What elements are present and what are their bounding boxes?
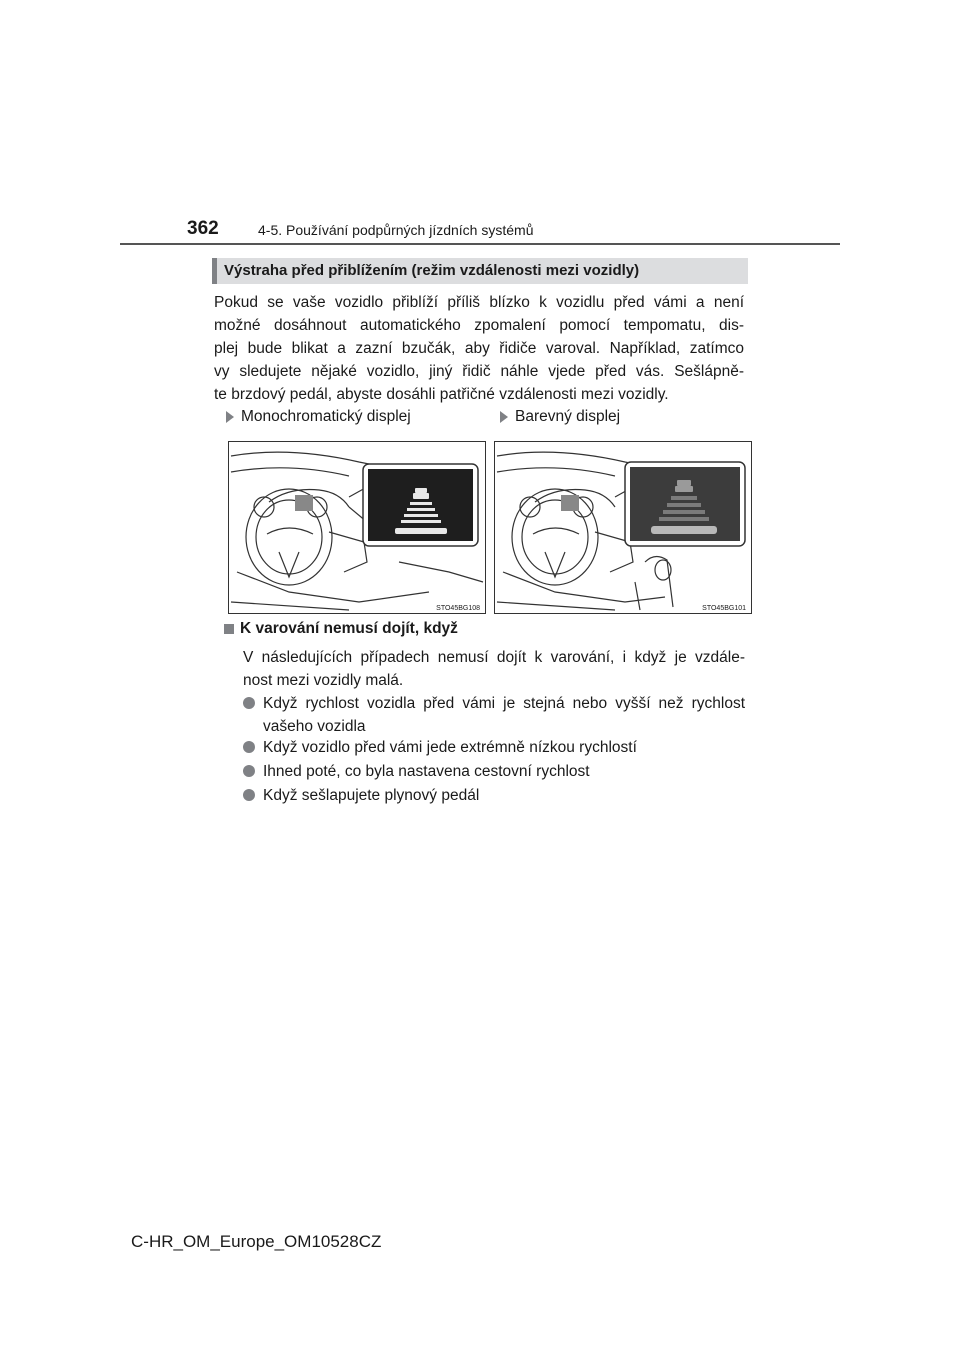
breadcrumb: 4-5. Používání podpůrných jízdních systémů xyxy=(258,222,534,238)
bullet-dot-icon xyxy=(243,789,255,801)
list-item xyxy=(243,736,745,759)
square-bullet-icon xyxy=(224,624,234,634)
figure-label-text: Monochromatický displej xyxy=(241,408,411,425)
dashboard-illustration xyxy=(229,442,485,613)
list-item xyxy=(243,784,745,807)
bullet-dot-icon xyxy=(243,697,255,709)
paragraph-line: te brzdový pedál, abyste dosáhli patřičné vzdálenosti mezi vozidly. xyxy=(214,386,669,403)
list-item xyxy=(243,760,745,783)
triangle-bullet-icon xyxy=(226,411,234,423)
header-divider xyxy=(120,243,840,245)
list-item xyxy=(243,692,745,738)
triangle-bullet-icon xyxy=(500,411,508,423)
paragraph-line: V následujících případech nemusí dojít k varování, i když je vzdále- xyxy=(243,649,745,666)
figure-label-mono xyxy=(226,408,411,426)
bullet-text: Když rychlost vozidla před vámi je stejná nebo vyšší než rychlost xyxy=(263,695,745,712)
figure-color-display xyxy=(494,441,752,614)
paragraph-line: Pokud se vaše vozidlo přiblíží příliš blízko k vozidlu před vámi a není xyxy=(214,294,744,311)
paragraph-line: možné dosáhnout automatického zpomalení pomocí tempomatu, dis- xyxy=(214,317,744,334)
paragraph-line: vy sledujete nějaké vozidlo, jiný řidič náhle vjede před vás. Sešlápně- xyxy=(214,363,744,380)
subsection-heading xyxy=(224,620,458,638)
subsection-heading-text: K varování nemusí dojít, když xyxy=(240,620,458,637)
paragraph-line: plej bude blikat a zazní bzučák, aby řidiče varoval. Například, zatímco xyxy=(214,340,744,357)
footer-document-code: C-HR_OM_Europe_OM10528CZ xyxy=(131,1232,382,1251)
figure-monochrome-display xyxy=(228,441,486,614)
bullet-dot-icon xyxy=(243,741,255,753)
page-number: 362 xyxy=(187,218,219,239)
figure-code: STO45BG108 xyxy=(436,605,480,612)
section-title: Výstraha před přiblížením (režim vzdálenosti mezi vozidly) xyxy=(224,262,640,279)
figure-label-text: Barevný displej xyxy=(515,408,621,425)
bullet-dot-icon xyxy=(243,765,255,777)
subsection-paragraph xyxy=(243,646,745,692)
figure-code: STO45BG101 xyxy=(702,605,746,612)
bullet-text: Když vozidlo před vámi jede extrémně nízkou rychlostí xyxy=(263,739,637,756)
bullet-text: vašeho vozidla xyxy=(263,718,366,735)
bullet-text: Ihned poté, co byla nastavena cestovní rychlost xyxy=(263,763,590,780)
dashboard-illustration xyxy=(495,442,751,613)
bullet-text: Když sešlapujete plynový pedál xyxy=(263,787,480,804)
section-paragraph xyxy=(214,291,744,406)
paragraph-line: nost mezi vozidly malá. xyxy=(243,672,404,689)
figure-label-color xyxy=(500,408,620,426)
